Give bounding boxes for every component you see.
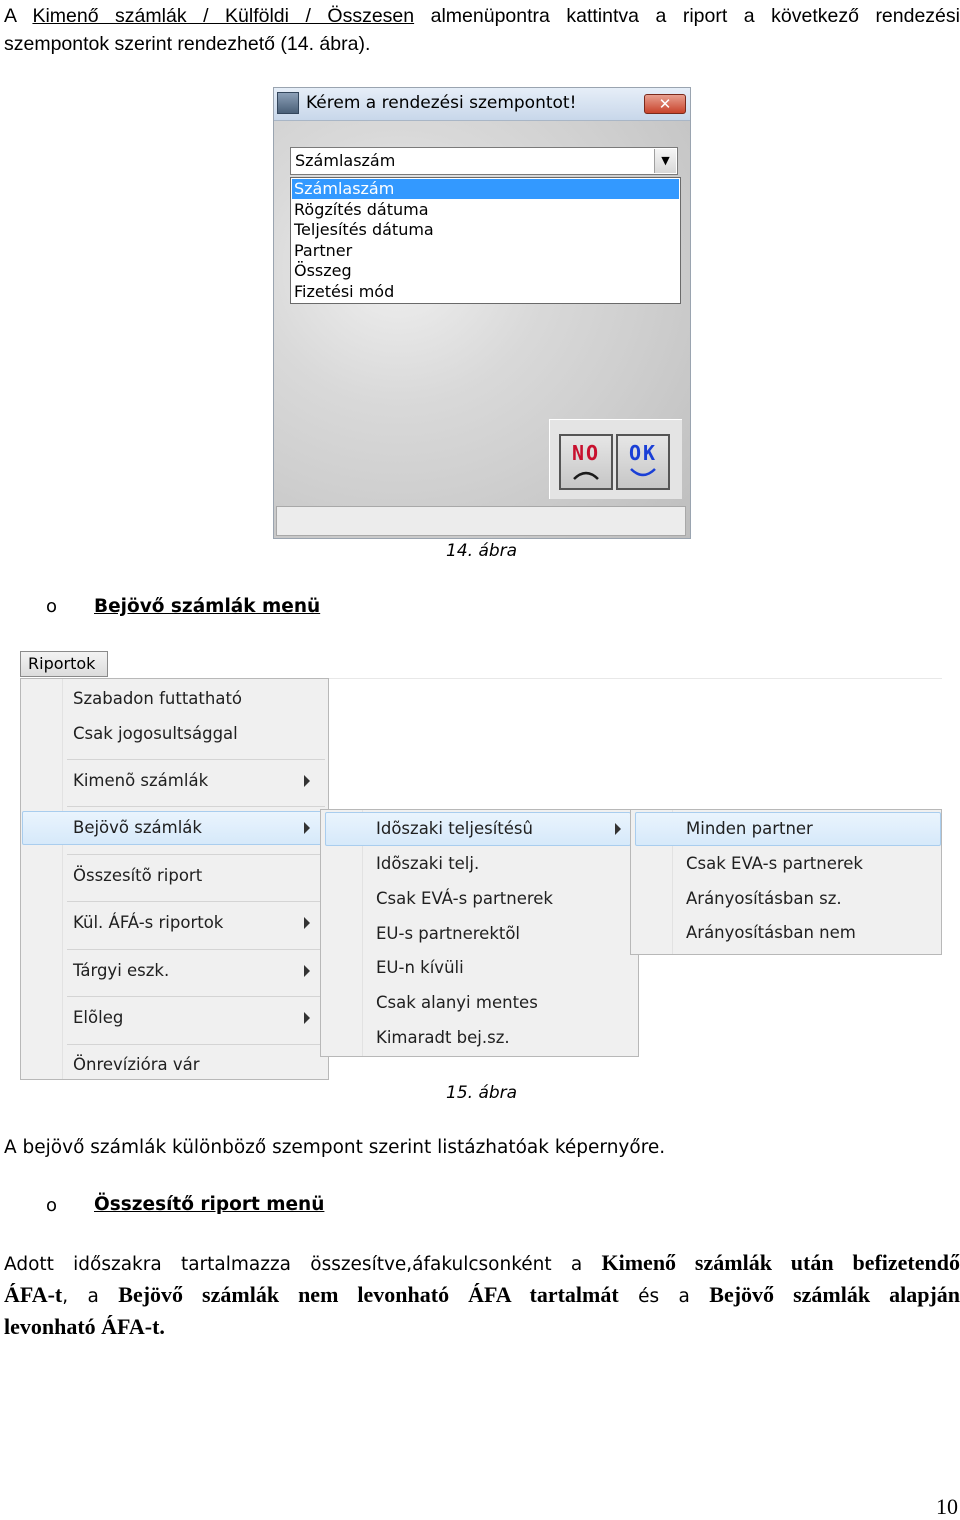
ok-button[interactable] [616, 434, 670, 490]
menu-riportok[interactable]: Riportok [20, 651, 108, 677]
para3-line-1 [4, 1248, 960, 1280]
app-icon [277, 92, 299, 114]
menu-separator [67, 759, 325, 760]
para3-text: és a [619, 1286, 710, 1307]
submenu-arrow-icon [304, 822, 310, 834]
option-rogzites-datuma[interactable]: Rögzítés dátuma [292, 200, 679, 220]
button-panel [549, 419, 682, 499]
combo-value: Számlaszám [295, 151, 395, 170]
no-button[interactable] [559, 434, 613, 490]
smile-face-icon [628, 468, 658, 480]
submenu-item-aranyositas-sz[interactable]: Arányosításban sz. [686, 882, 842, 916]
submenu-item-label: Minden partner [686, 812, 813, 846]
no-label: NO [561, 441, 611, 465]
menu-separator [67, 806, 325, 807]
para3-bold: Kimenő számlák után befizetendő [602, 1250, 960, 1275]
menu-item-jogosultsag[interactable]: Csak jogosultsággal [73, 717, 238, 751]
option-partner[interactable]: Partner [292, 241, 679, 261]
submenu-item-minden-partner[interactable] [635, 812, 941, 846]
status-bar [276, 506, 686, 536]
close-icon: ✕ [659, 95, 672, 113]
close-button[interactable] [644, 94, 686, 114]
para3-bold: Bejövő számlák nem levonható ÁFA tartalmát [118, 1282, 618, 1307]
submenu-item-eu-kivuli[interactable]: EU-n kívüli [376, 951, 464, 985]
bullet-1: o [46, 596, 57, 617]
sort-options-list [290, 177, 681, 304]
menu-item-bejovo[interactable] [22, 811, 322, 845]
submenu-arrow-icon [304, 775, 310, 787]
ok-label: OK [618, 441, 668, 465]
para3-line-2 [4, 1280, 960, 1312]
section-heading-osszesito: Összesítő riport menü [94, 1194, 324, 1215]
option-osszeg[interactable]: Összeg [292, 261, 679, 281]
menu-separator [67, 901, 325, 902]
para3-text: , a [62, 1286, 118, 1307]
submenu-item-idoszaki-telj[interactable]: Idõszaki telj. [376, 847, 479, 881]
menu-item-szabadon[interactable]: Szabadon futtatható [73, 682, 242, 716]
submenu-arrow-icon [615, 823, 621, 835]
figure-15-caption: 15. ábra [446, 1083, 517, 1103]
submenu-item-aranyositas-nem[interactable]: Arányosításban nem [686, 916, 856, 950]
intro-line-1 [4, 2, 960, 30]
section-heading-bejovo: Bejövő számlák menü [94, 596, 320, 617]
intro-menu-path: Kimenő számlák / Külföldi / Összesen [32, 5, 414, 27]
intro-line-2: szempontok szerint rendezhető (14. ábra). [4, 30, 960, 58]
menu-item-targyi[interactable]: Tárgyi eszk. [73, 954, 169, 988]
page-number: 10 [936, 1494, 958, 1520]
paragraph-bejovo: A bejövő számlák különböző szempont szerint listázhatóak képernyőre. [4, 1137, 665, 1158]
submenu-item-csak-eva[interactable]: Csak EVA-s partnerek [686, 847, 863, 881]
para3-bold: Bejövő számlák alapján [709, 1282, 960, 1307]
bejovo-submenu [320, 809, 639, 1057]
menu-separator [67, 949, 325, 950]
dialog-title: Kérem a rendezési szempontot! [306, 93, 576, 113]
submenu-item-eva[interactable]: Csak EVÁ-s partnerek [376, 882, 553, 916]
para3-bold: levonható ÁFA-t. [4, 1314, 165, 1339]
sad-face-icon [571, 468, 601, 480]
submenu-arrow-icon [304, 965, 310, 977]
menu-separator [67, 1044, 325, 1045]
sort-combobox[interactable] [290, 147, 678, 175]
submenu-item-kimaradt[interactable]: Kimaradt bej.sz. [376, 1021, 510, 1055]
para3-text: Adott időszakra tartalmazza összesítve,áfakulcsonként a [4, 1254, 602, 1275]
idoszaki-submenu [630, 809, 942, 955]
intro-paragraph [4, 2, 960, 58]
dialog-titlebar [274, 88, 690, 121]
option-fizetesi-mod[interactable]: Fizetési mód [292, 282, 679, 302]
submenu-item-idoszaki-teljesitesu[interactable] [325, 812, 631, 846]
menu-separator [67, 854, 325, 855]
submenu-item-label: Idõszaki teljesítésû [376, 812, 533, 846]
menu-item-onrevizio[interactable]: Önrevízióra vár [73, 1048, 200, 1082]
intro-rest: almenüpontra kattintva a riport a következő rendezési [414, 5, 960, 27]
intro-prefix: A [4, 5, 32, 27]
submenu-item-eu[interactable]: EU-s partnerektõl [376, 917, 520, 951]
submenu-arrow-icon [304, 1012, 310, 1024]
menu-item-kul-afa[interactable]: Kül. ÁFÁ-s riportok [73, 906, 223, 940]
sort-dialog [273, 87, 691, 539]
option-teljesites-datuma[interactable]: Teljesítés dátuma [292, 220, 679, 240]
main-menu [20, 678, 329, 1080]
paragraph-osszesito [4, 1248, 960, 1344]
menu-bar [20, 650, 942, 679]
menu-gutter [321, 810, 363, 1056]
option-szamlaszam[interactable]: Számlaszám [292, 179, 679, 199]
figure-14-caption: 14. ábra [446, 541, 517, 561]
menu-item-kimeno[interactable]: Kimenõ számlák [73, 764, 208, 798]
para3-bold: ÁFA-t [4, 1282, 62, 1307]
submenu-arrow-icon [304, 917, 310, 929]
menu-separator [67, 996, 325, 997]
menu-item-eloleg[interactable]: Elõleg [73, 1001, 123, 1035]
para3-line-3 [4, 1312, 960, 1344]
menu-item-osszesito[interactable]: Összesítõ riport [73, 859, 202, 893]
submenu-item-alanyi[interactable]: Csak alanyi mentes [376, 986, 538, 1020]
bullet-2: o [46, 1195, 57, 1216]
menu-item-bejovo-label: Bejövõ számlák [73, 811, 202, 845]
menu-gutter [21, 679, 63, 1079]
chevron-down-icon[interactable]: ▼ [654, 149, 676, 173]
